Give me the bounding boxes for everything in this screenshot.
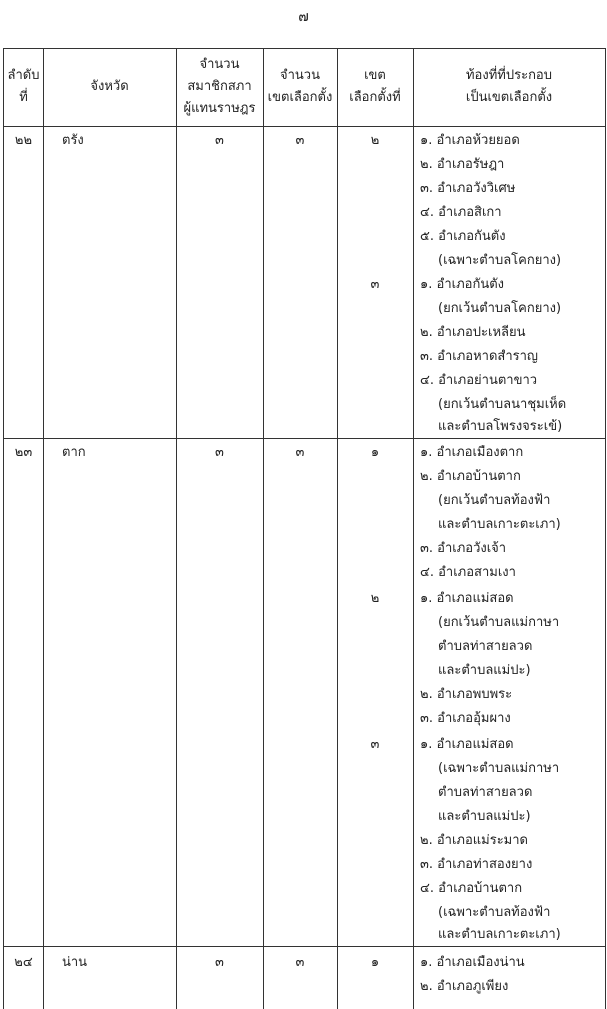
district-no: ๒: [370, 591, 380, 606]
area-line: ๑. อำเภอแม่สอด: [420, 591, 514, 606]
header-districts-count: จำนวน เขตเลือกตั้ง: [267, 68, 333, 105]
district-no: ๑: [370, 955, 380, 970]
row-districts-count: ๓: [295, 445, 305, 460]
area-line: ๑. อำเภอเมืองตาก: [420, 445, 524, 460]
area-line: ๓. อำเภอวังเจ้า: [420, 541, 507, 556]
area-line: ๒. อำเภอภูเพียง: [420, 979, 509, 994]
district-no: ๒: [370, 133, 380, 148]
district-no: ๓: [370, 277, 380, 292]
column-divider: [413, 49, 414, 1009]
area-line: ตำบลท่าสายลวด: [438, 639, 533, 654]
area-line: ๑. อำเภอเมืองน่าน: [420, 955, 525, 970]
column-divider: [337, 49, 338, 1009]
area-line: ๒. อำเภอพบพระ: [420, 687, 513, 702]
area-line: (ยกเว้นตำบลโคกยาง): [438, 301, 562, 316]
header-order: ลำดับ ที่: [7, 68, 40, 105]
row-members: ๓: [215, 133, 224, 148]
election-district-table: [3, 48, 606, 1009]
area-line: (เฉพาะตำบลโคกยาง): [438, 253, 562, 268]
area-line: ๑. อำเภอแม่สอด: [420, 737, 514, 752]
area-line: ๔. อำเภอสามเงา: [420, 565, 516, 580]
area-line: และตำบลเกาะตะเภา): [438, 927, 561, 942]
area-line: ๓. อำเภออุ้มผาง: [420, 711, 511, 726]
area-line: และตำบลเกาะตะเภา): [438, 517, 561, 532]
area-line: ๒. อำเภอแม่ระมาด: [420, 833, 528, 848]
area-line: (ยกเว้นตำบลท้องฟ้า: [438, 493, 551, 508]
header-district-no: เขต เลือกตั้งที่: [349, 68, 401, 105]
row-divider: [4, 126, 605, 127]
row-members: ๓: [215, 955, 224, 970]
row-order: ๒๒: [14, 133, 33, 148]
area-line: (เฉพาะตำบลแม่กาษา: [438, 761, 560, 776]
page-number: ๗: [298, 9, 309, 25]
header-members: จำนวน สมาชิกสภา ผู้แทนราษฎร: [183, 57, 256, 116]
area-line: และตำบลแม่ปะ): [438, 663, 531, 678]
area-line: (ยกเว้นตำบลนาชุมเห็ด: [438, 397, 567, 412]
row-districts-count: ๓: [295, 133, 305, 148]
column-divider: [176, 49, 177, 1009]
area-line: ๓. อำเภอหาดสำราญ: [420, 349, 538, 364]
row-province: น่าน: [62, 955, 88, 970]
area-line: ๑. อำเภอกันตัง: [420, 277, 504, 292]
row-members: ๓: [215, 445, 224, 460]
area-line: ๔. อำเภอย่านตาขาว: [420, 373, 538, 388]
row-province: ตาก: [62, 445, 86, 460]
area-line: ๓. อำเภอวังวิเศษ: [420, 181, 516, 196]
header-province: จังหวัด: [90, 79, 129, 94]
row-province: ตรัง: [62, 133, 84, 148]
area-line: ๒. อำเภอบ้านตาก: [420, 469, 521, 484]
row-order: ๒๔: [14, 955, 33, 970]
area-line: ๔. อำเภอบ้านตาก: [420, 881, 523, 896]
area-line: ๕. อำเภอกันตัง: [420, 229, 506, 244]
area-line: ๒. อำเภอรัษฎา: [420, 157, 505, 172]
district-no: ๓: [370, 737, 380, 752]
row-order: ๒๓: [14, 445, 33, 460]
area-line: ๒. อำเภอปะเหลียน: [420, 325, 526, 340]
column-divider: [263, 49, 264, 1009]
area-line: ตำบลท่าสายลวด: [438, 785, 533, 800]
area-line: ๑. อำเภอห้วยยอด: [420, 133, 520, 148]
area-line: (เฉพาะตำบลท้องฟ้า: [438, 905, 551, 920]
header-areas: ท้องที่ที่ประกอบ เป็นเขตเลือกตั้ง: [465, 68, 553, 105]
area-line: และตำบลโพรงจระเข้): [438, 419, 563, 434]
area-line: ๓. อำเภอท่าสองยาง: [420, 857, 533, 872]
area-line: (ยกเว้นตำบลแม่กาษา: [438, 615, 560, 630]
column-divider: [43, 49, 44, 1009]
area-line: และตำบลแม่ปะ): [438, 809, 531, 824]
row-districts-count: ๓: [295, 955, 305, 970]
area-line: ๔. อำเภอสิเกา: [420, 205, 502, 220]
district-no: ๑: [370, 445, 380, 460]
